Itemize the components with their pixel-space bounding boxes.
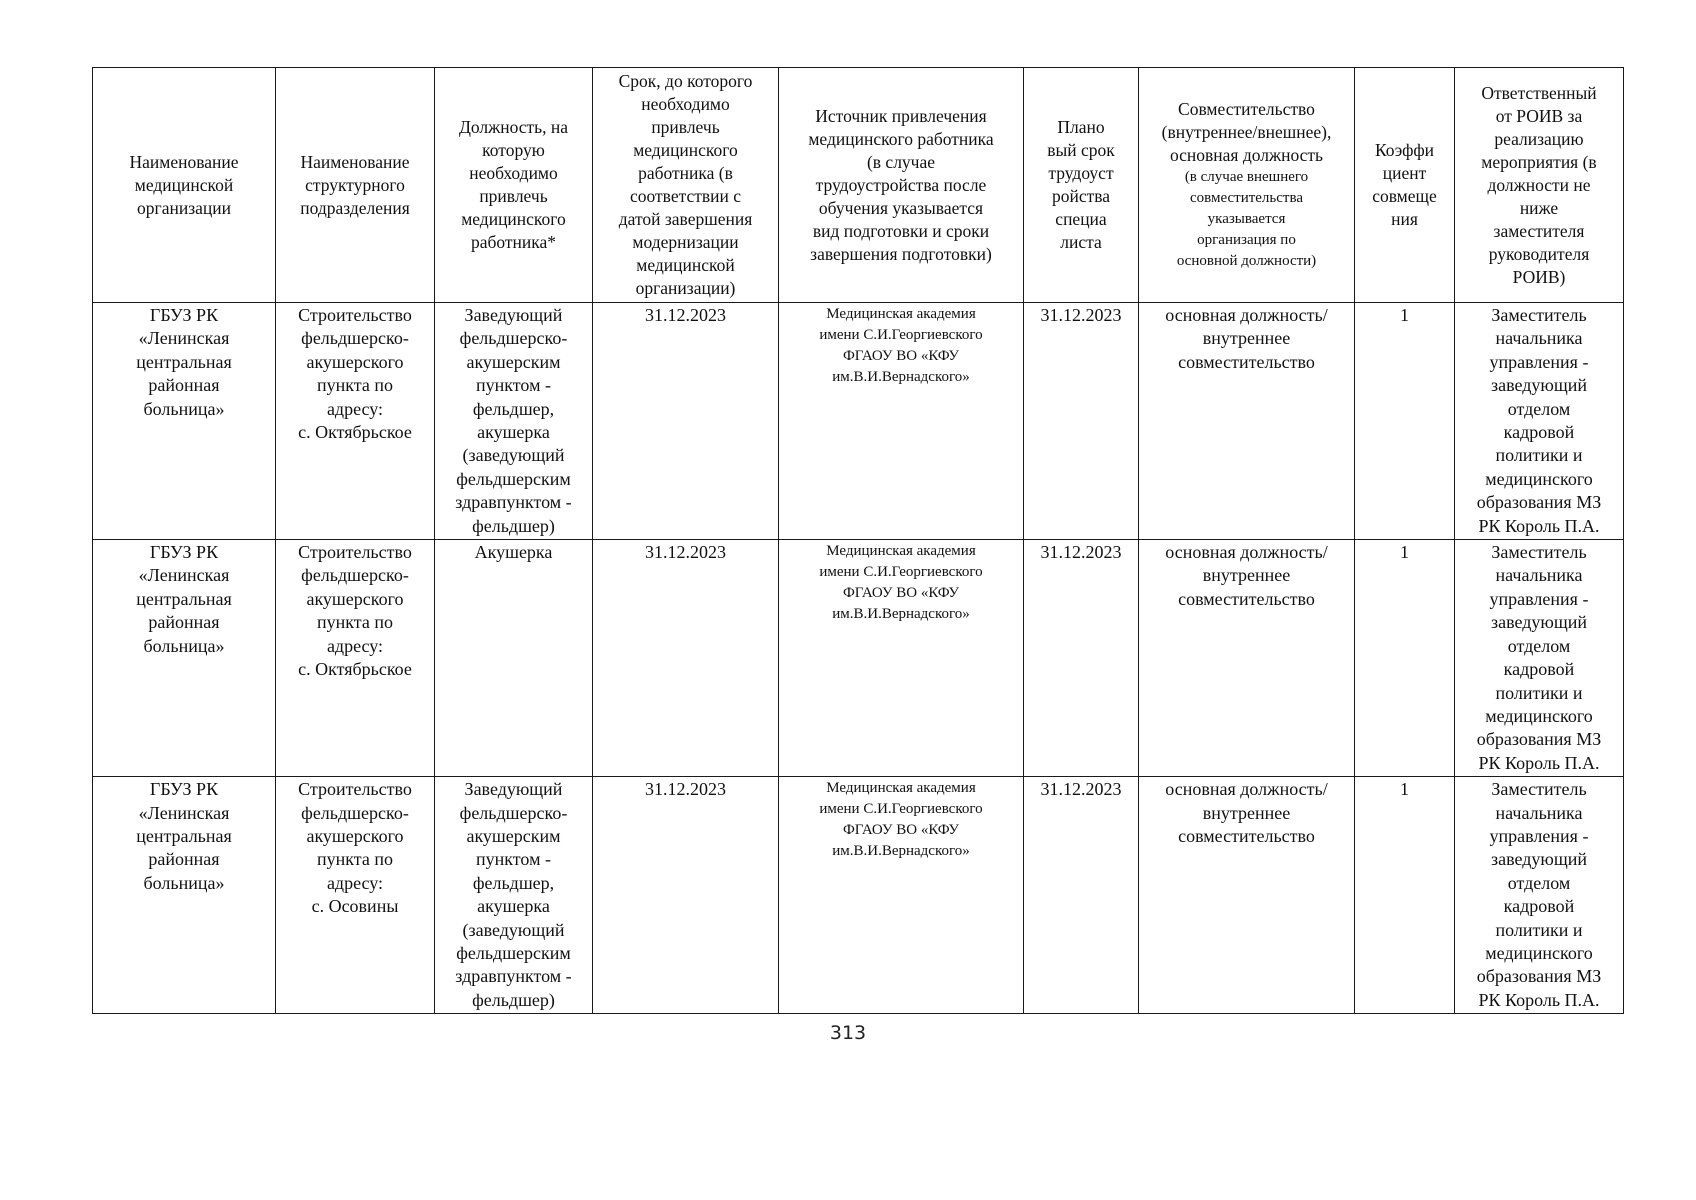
- cell-coefficient: 1: [1355, 303, 1455, 540]
- table-row: [93, 303, 1624, 540]
- cell-position: Заведующий фельдшерско- акушерским пунктом - фельдшер, акушерка (заведующий фельдшерским здравпунктом - фельдшер): [435, 303, 593, 540]
- cell-planned-date: 31.12.2023: [1024, 777, 1139, 1014]
- header-row: [93, 68, 1624, 303]
- table-row: [93, 777, 1624, 1014]
- header-combination-note: (в случае внешнего совместительства указывается организация по основной должности): [1176, 169, 1317, 269]
- page-number: 313: [829, 1022, 867, 1044]
- header-source: Источник привлечения медицинского работника (в случае трудоустройства после обучения указывается вид подготовки и сроки завершения подготовки): [779, 68, 1024, 303]
- cell-combination: основная должность/ внутреннее совместительство: [1139, 303, 1355, 540]
- document-table-container: [92, 67, 1623, 1014]
- cell-combination: основная должность/ внутреннее совместительство: [1139, 777, 1355, 1014]
- cell-org: ГБУЗ РК «Ленинская центральная районная больница»: [93, 540, 276, 777]
- cell-responsible: Заместитель начальника управления - заведующий отделом кадровой политики и медицинского образования МЗ РК Король П.А.: [1455, 540, 1624, 777]
- cell-coefficient: 1: [1355, 777, 1455, 1014]
- cell-planned-date: 31.12.2023: [1024, 540, 1139, 777]
- cell-planned-date: 31.12.2023: [1024, 303, 1139, 540]
- header-coefficient: Коэффи циент совмеще ния: [1355, 68, 1455, 303]
- cell-coefficient: 1: [1355, 540, 1455, 777]
- header-responsible: Ответственный от РОИВ за реализацию мероприятия (в должности не ниже заместителя руководителя РОИВ): [1455, 68, 1624, 303]
- staffing-table: [92, 67, 1624, 1014]
- header-combination-main: Совместительство (внутреннее/внешнее), основная должность: [1161, 99, 1332, 165]
- header-deadline: Срок, до которого необходимо привлечь медицинского работника (в соответствии с датой завершения модернизации медицинской организации): [593, 68, 779, 303]
- cell-position: Акушерка: [435, 540, 593, 777]
- cell-combination: основная должность/ внутреннее совместительство: [1139, 540, 1355, 777]
- cell-source: Медицинская академия имени С.И.Георгиевского ФГАОУ ВО «КФУ им.В.И.Вернадского»: [779, 777, 1024, 1014]
- cell-responsible: Заместитель начальника управления - заведующий отделом кадровой политики и медицинского образования МЗ РК Король П.А.: [1455, 303, 1624, 540]
- cell-unit: Строительство фельдшерско- акушерского пункта по адресу: с. Осовины: [276, 777, 435, 1014]
- cell-deadline: 31.12.2023: [593, 777, 779, 1014]
- header-position: Должность, на которую необходимо привлечь медицинского работника*: [435, 68, 593, 303]
- header-unit: Наименование структурного подразделения: [276, 68, 435, 303]
- cell-deadline: 31.12.2023: [593, 303, 779, 540]
- header-planned-date: Плано вый срок трудоуст ройства специа листа: [1024, 68, 1139, 303]
- table-row: [93, 540, 1624, 777]
- cell-source: Медицинская академия имени С.И.Георгиевского ФГАОУ ВО «КФУ им.В.И.Вернадского»: [779, 303, 1024, 540]
- cell-position: Заведующий фельдшерско- акушерским пунктом - фельдшер, акушерка (заведующий фельдшерским здравпунктом - фельдшер): [435, 777, 593, 1014]
- cell-org: ГБУЗ РК «Ленинская центральная районная больница»: [93, 303, 276, 540]
- cell-unit: Строительство фельдшерско- акушерского пункта по адресу: с. Октябрьское: [276, 303, 435, 540]
- cell-responsible: Заместитель начальника управления - заведующий отделом кадровой политики и медицинского образования МЗ РК Король П.А.: [1455, 777, 1624, 1014]
- cell-org: ГБУЗ РК «Ленинская центральная районная больница»: [93, 777, 276, 1014]
- cell-unit: Строительство фельдшерско- акушерского пункта по адресу: с. Октябрьское: [276, 540, 435, 777]
- cell-source: Медицинская академия имени С.И.Георгиевского ФГАОУ ВО «КФУ им.В.И.Вернадского»: [779, 540, 1024, 777]
- cell-deadline: 31.12.2023: [593, 540, 779, 777]
- header-org: Наименование медицинской организации: [93, 68, 276, 303]
- header-combination: [1139, 68, 1355, 303]
